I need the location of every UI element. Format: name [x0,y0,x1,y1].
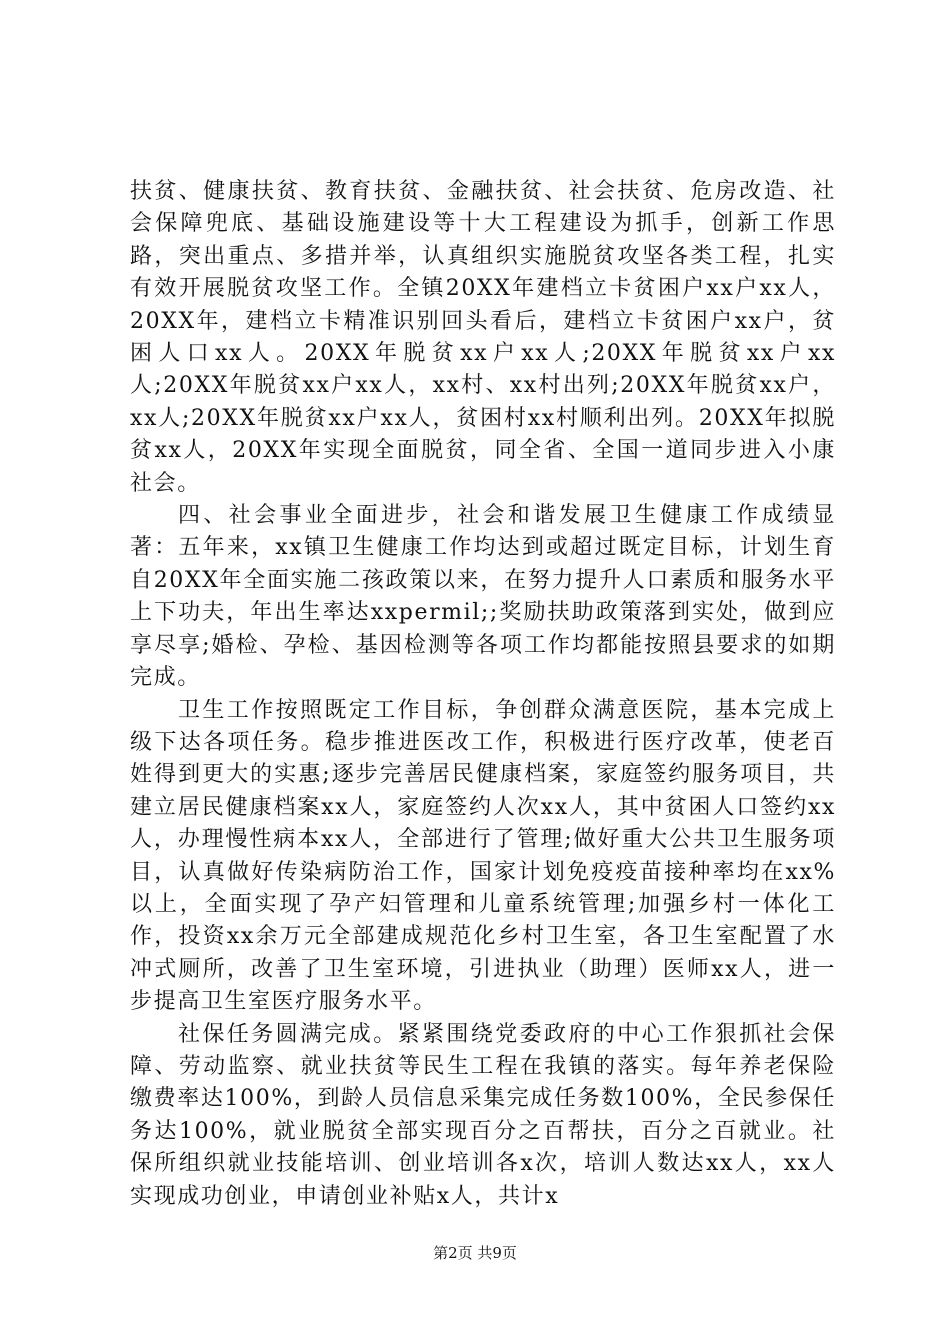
paragraph-social-undertakings: 四、社会事业全面进步，社会和谐发展卫生健康工作成绩显著：五年来，xx镇卫生健康工作均达到或超过既定目标，计划生育自20XX年全面实施二孩政策以来，在努力提升人口素质和服务水平上下功夫，年出生率达xxpermil;;奖励扶助政策落到实处，做到应享尽享;婚检、孕检、基因检测等各项工作均都能按照县要求的如期完成。 [130,503,836,691]
paragraph-social-security: 社保任务圆满完成。紧紧围绕党委政府的中心工作狠抓社会保障、劳动监察、就业扶贫等民生工程在我镇的落实。每年养老保险缴费率达100%，到龄人员信息采集完成任务数100%，全民参保任务达100%，就业脱贫全部实现百分之百帮扶，百分之百就业。社保所组织就业技能培训、创业培训各x次，培训人数达xx人，xx人实现成功创业，申请创业补贴x人，共计x [130,1021,836,1209]
paragraph-health-work: 卫生工作按照既定工作目标，争创群众满意医院，基本完成上级下达各项任务。稳步推进医改工作，积极进行医疗改革，使老百姓得到更大的实惠;逐步完善居民健康档案，家庭签约服务项目，共建立居民健康档案xx人，家庭签约人次xx人，其中贫困人口签约xx人，办理慢性病本xx人，全部进行了管理;做好重大公共卫生服务项目，认真做好传染病防治工作，国家计划免疫疫苗接种率均在xx%以上，全面实现了孕产妇管理和儿童系统管理;加强乡村一体化工作，投资xx余万元全部建成规范化乡村卫生室，各卫生室配置了水冲式厕所，改善了卫生室环境，引进执业（助理）医师xx人，进一步提高卫生室医疗服务水平。 [130,697,836,1015]
paragraph-poverty-alleviation: 扶贫、健康扶贫、教育扶贫、金融扶贫、社会扶贫、危房改造、社会保障兜底、基础设施建设等十大工程建设为抓手，创新工作思路，突出重点、多措并举，认真组织实施脱贫攻坚各类工程，扎实有效开展脱贫攻坚工作。全镇20XX年建档立卡贫困户xx户xx人，20XX年，建档立卡精准识别回头看后，建档立卡贫困户xx户，贫困人口xx人。20XX年脱贫xx户xx人;20XX年脱贫xx户xx人;20XX年脱贫xx户xx人，xx村、xx村出列;20XX年脱贫xx户，xx人;20XX年脱贫xx户xx人，贫困村xx村顺利出列。20XX年拟脱贫xx人，20XX年实现全面脱贫，同全省、全国一道同步进入小康社会。 [130,179,837,496]
document-body [130,176,836,1213]
page-number-footer: 第2页 共9页 [433,1244,517,1262]
